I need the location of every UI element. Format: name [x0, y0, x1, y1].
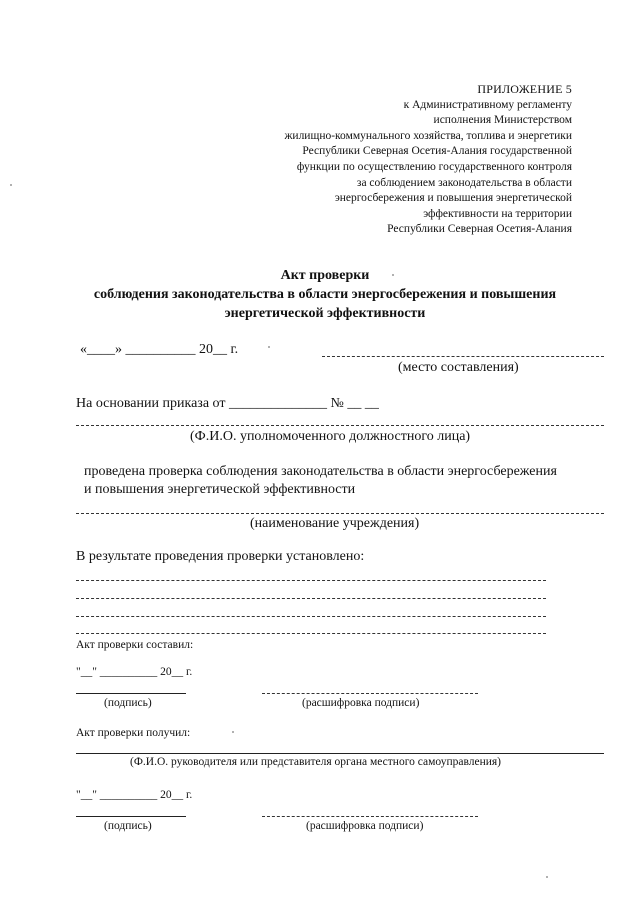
received-decoding-line	[262, 816, 478, 817]
annex-line: энергосбережения и повышения энергетической	[334, 192, 572, 205]
act-date-field: «____» __________ 20__ г.	[80, 342, 239, 357]
annex-line: Республики Северная Осетия-Алания государственной	[302, 145, 572, 158]
scan-speck	[546, 876, 548, 878]
order-field: На основании приказа от ______________ № __ __	[76, 396, 379, 411]
received-signature-caption: (подпись)	[104, 820, 152, 832]
annex-line: эффективности на территории	[423, 207, 572, 220]
inspection-line-1: проведена проверка соблюдения законодательства в области энергосбережения	[84, 464, 557, 479]
scan-speck	[268, 346, 270, 348]
result-line	[76, 598, 546, 599]
received-decoding-caption: (расшифровка подписи)	[306, 820, 424, 832]
compiled-signature-line	[76, 693, 186, 694]
institution-line	[76, 513, 604, 514]
annex-line: Республики Северная Осетия-Алания	[387, 223, 572, 236]
compiled-decoding-caption: (расшифровка подписи)	[302, 697, 420, 709]
compiled-label: Акт проверки составил:	[76, 639, 194, 651]
title-line: энергетической эффективности	[224, 306, 426, 321]
result-line	[76, 616, 546, 617]
annex-line: за соблюдением законодательства в области	[356, 176, 572, 189]
annex-header	[232, 82, 572, 238]
institution-caption: (наименование учреждения)	[250, 516, 420, 531]
official-line	[76, 425, 604, 426]
scan-speck	[392, 274, 394, 276]
compiled-signature-caption: (подпись)	[104, 697, 152, 709]
title-line: Акт проверки	[280, 268, 370, 283]
title-line: соблюдения законодательства в области энергосбережения и повышения	[93, 287, 557, 302]
received-signature-line	[76, 816, 186, 817]
inspection-line-2: и повышения энергетической эффективности	[84, 482, 356, 497]
result-line	[76, 580, 546, 581]
result-heading: В результате проведения проверки установлено:	[76, 549, 365, 564]
scan-speck	[10, 184, 12, 186]
annex-line: функции по осуществлению государственного контроля	[296, 160, 572, 173]
document-title	[60, 266, 590, 323]
received-date-field: "__" __________ 20__ г.	[76, 789, 193, 801]
representative-line	[76, 753, 604, 754]
official-caption: (Ф.И.О. уполномоченного должностного лица)	[190, 429, 471, 444]
place-line	[322, 356, 604, 357]
representative-caption: (Ф.И.О. руководителя или представителя органа местного самоуправления)	[130, 756, 502, 768]
annex-line: к Административному регламенту	[403, 98, 572, 111]
annex-line: исполнения Министерством	[433, 114, 572, 127]
annex-title: ПРИЛОЖЕНИЕ 5	[477, 82, 572, 96]
compiled-decoding-line	[262, 693, 478, 694]
received-label: Акт проверки получил:	[76, 727, 191, 739]
place-caption: (место составления)	[398, 360, 519, 375]
annex-line: жилищно-коммунального хозяйства, топлива и энергетики	[284, 129, 572, 142]
scan-speck	[232, 731, 234, 733]
compiled-date-field: "__" __________ 20__ г.	[76, 666, 193, 678]
result-line	[76, 633, 546, 634]
